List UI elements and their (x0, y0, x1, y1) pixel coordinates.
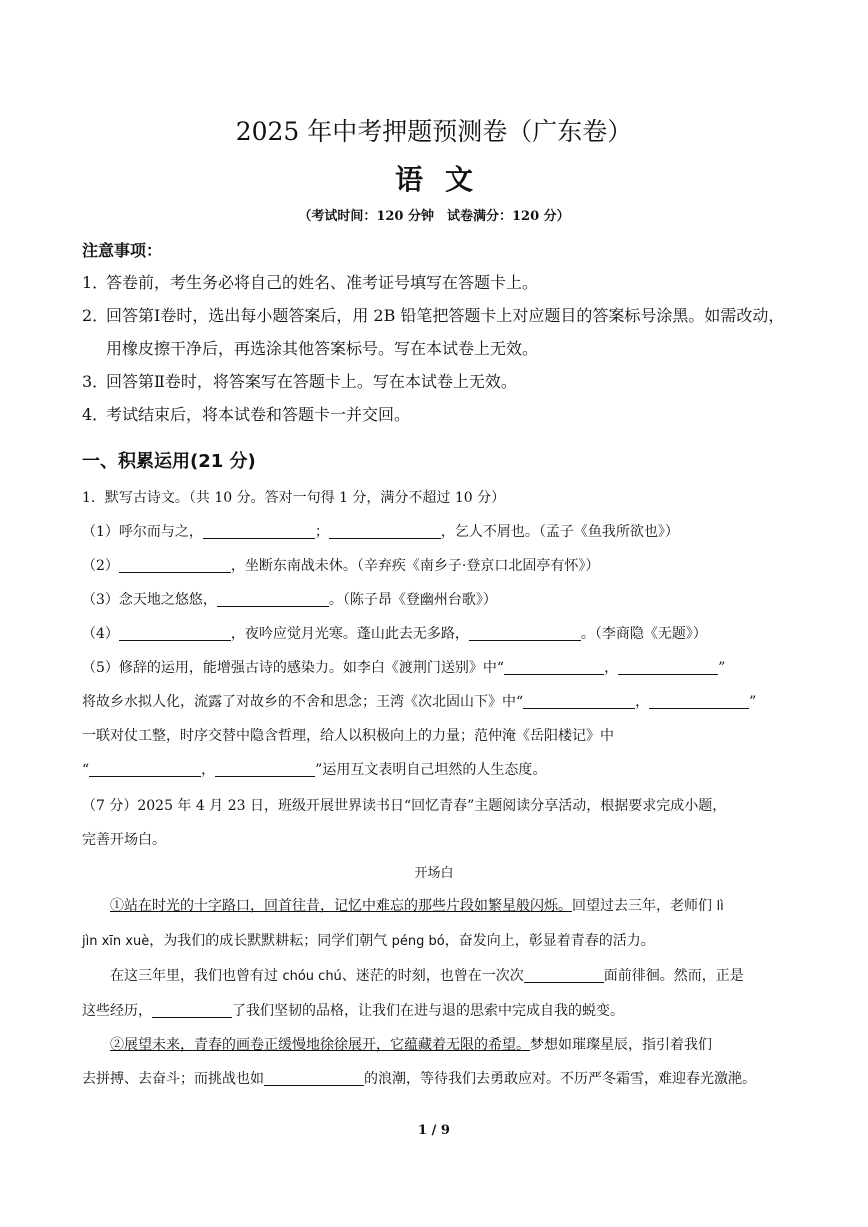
question-2-stem-line: 完善开场白。 (82, 832, 166, 848)
text: （5）修辞的运用，能增强古诗的感染力。如李白《渡荆门送别》中“ (82, 660, 505, 676)
question-1-stem: 1．默写古诗文。（共 10 分。答对一句得 1 分，满分不超过 10 分） (82, 490, 506, 506)
text: ” (718, 660, 726, 676)
notice-item-number: 3． (82, 372, 109, 391)
question-1 (82, 481, 792, 787)
notice-item-number: 1． (82, 273, 109, 292)
text: （4） (82, 626, 119, 642)
text: ” (749, 694, 757, 710)
speech-line (82, 889, 792, 924)
text: ， (604, 660, 619, 676)
answer-blank[interactable] (504, 656, 604, 675)
text: ，夜吟应觉月光寒。蓬山此去无多路， (230, 626, 469, 642)
text: 面前徘徊。然而，正是 (603, 968, 744, 984)
text: “ (82, 762, 90, 778)
text: ”运用互文表明自己坦然的人生态度。 (315, 762, 547, 778)
pinyin: lì (716, 899, 724, 914)
exam-time-info: （考试时间：120 分钟 试卷满分：120 分） (298, 209, 570, 224)
notice-item (82, 398, 792, 431)
notice-item-text: 回答第Ⅱ卷时，将答案写在答题卡上。写在本试卷上无效。 (106, 372, 517, 391)
text: 的浪潮，等待我们去勇敢应对。不历严冬霜雪，难迎春光激滟。 (364, 1071, 756, 1087)
text: ， (635, 694, 650, 710)
text: 梦想如璀璨星辰，指引着我们 (530, 1037, 712, 1053)
answer-blank[interactable] (215, 758, 315, 777)
answer-blank[interactable] (89, 758, 201, 777)
text: 去拼搏、去奋斗；而挑战也如 (82, 1071, 264, 1087)
question-2-stem (82, 789, 792, 857)
notice-item-text: 回答第Ⅰ卷时，选出每小题答案后，用 2B 铅笔把答题卡上对应题目的答案标号涂黑。如需改动，用橡皮擦干净后，再选涂其他答案标号。写在本试卷上无效。 (106, 306, 785, 358)
speech-line (82, 1062, 792, 1096)
notice-item (82, 365, 792, 398)
speech-line (82, 994, 792, 1028)
question-1-part-5-line-2 (82, 685, 792, 719)
question-1-part-4 (82, 617, 792, 651)
pinyin: péng bó (391, 934, 445, 949)
answer-blank[interactable] (618, 656, 718, 675)
notice-item (82, 299, 792, 365)
pinyin: jìn xīn xuè (82, 934, 150, 949)
notice-item (82, 266, 792, 299)
section-heading: 一、积累运用(21 分) (82, 451, 256, 472)
text: ，乞人不屑也。（孟子《鱼我所欲也》） (440, 524, 679, 540)
exam-title: 2025 年中考押题预测卷（广东卷） (235, 117, 633, 146)
notice-item-text: 答卷前，考生务必将自己的姓名、准考证号填写在答题卡上。 (106, 273, 539, 292)
question-2-stem-line: （7 分）2025 年 4 月 23 日，班级开展世界读书日“回忆青春”主题阅读分享活动，根据要求完成小题， (82, 798, 727, 814)
opening-speech (82, 889, 792, 1096)
question-1-part-2 (82, 549, 792, 583)
text: 。（李商隐《无题》） (580, 626, 707, 642)
underlined-sentence: ①站在时光的十字路口，回首往昔，记忆中难忘的那些片段如繁星般闪烁。 (110, 898, 572, 914)
answer-blank[interactable] (264, 1067, 364, 1086)
text: 了我们坚韧的品格，让我们在进与退的思索中完成自我的蜕变。 (232, 1003, 624, 1019)
answer-blank[interactable] (119, 554, 231, 573)
answer-blank[interactable] (649, 690, 749, 709)
pinyin: chóu chú (282, 969, 342, 984)
notice-list (82, 266, 792, 431)
question-1-part-3 (82, 583, 792, 617)
answer-blank[interactable] (119, 622, 231, 641)
text: ， (201, 762, 216, 778)
text: ，奋发向上，彰显着青春的活力。 (444, 933, 655, 949)
answer-blank[interactable] (523, 690, 635, 709)
text: 回望过去三年，老师们 (572, 898, 712, 914)
speech-line (82, 924, 792, 959)
speech-line (82, 959, 792, 994)
opening-speech-heading: 开场白 (414, 866, 454, 881)
text: ，坐断东南战未休。（辛弃疾《南乡子·登京口北固亭有怀》） (230, 558, 600, 574)
text: 。（陈子昂《登幽州台歌》） (328, 592, 497, 608)
answer-blank[interactable] (329, 520, 441, 539)
notice-item-text: 考试结束后，将本试卷和答题卡一并交回。 (106, 405, 411, 424)
answer-blank[interactable] (152, 999, 232, 1018)
text: 这些经历， (82, 1003, 152, 1019)
page-number: 1 / 9 (418, 1123, 450, 1138)
text: 在这三年里，我们也曾有过 (110, 968, 278, 984)
answer-blank[interactable] (217, 588, 329, 607)
underlined-sentence: ②展望未来，青春的画卷正缓慢地徐徐展开，它蕴藏着无限的希望。 (110, 1037, 530, 1053)
text: 将故乡水拟人化，流露了对故乡的不舍和思念；王湾《次北固山下》中“ (82, 694, 524, 710)
answer-blank[interactable] (524, 964, 604, 983)
notice-item-number: 2． (82, 306, 109, 325)
answer-blank[interactable] (469, 622, 581, 641)
text: （2） (82, 558, 119, 574)
notice-item-number: 4． (82, 405, 109, 424)
question-1-part-5-line-4 (82, 753, 792, 787)
text: 、迷茫的时刻，也曾在一次次 (341, 968, 524, 984)
text: （3）念天地之悠悠， (82, 592, 217, 608)
text: （1）呼尔而与之， (82, 524, 203, 540)
subject-title: 语文 (394, 163, 495, 196)
text: ，为我们的成长默默耕耘；同学们朝气 (149, 933, 388, 949)
question-1-part-5 (82, 651, 792, 685)
question-1-part-5-line-3: 一联对仗工整，时序交替中隐含哲理，给人以积极向上的力量；范仲淹《岳阳楼记》中 (82, 728, 614, 744)
question-1-part-1 (82, 515, 792, 549)
notice-heading: 注意事项： (82, 241, 163, 260)
answer-blank[interactable] (203, 520, 315, 539)
text: ； (314, 524, 329, 540)
speech-line (82, 1028, 792, 1062)
